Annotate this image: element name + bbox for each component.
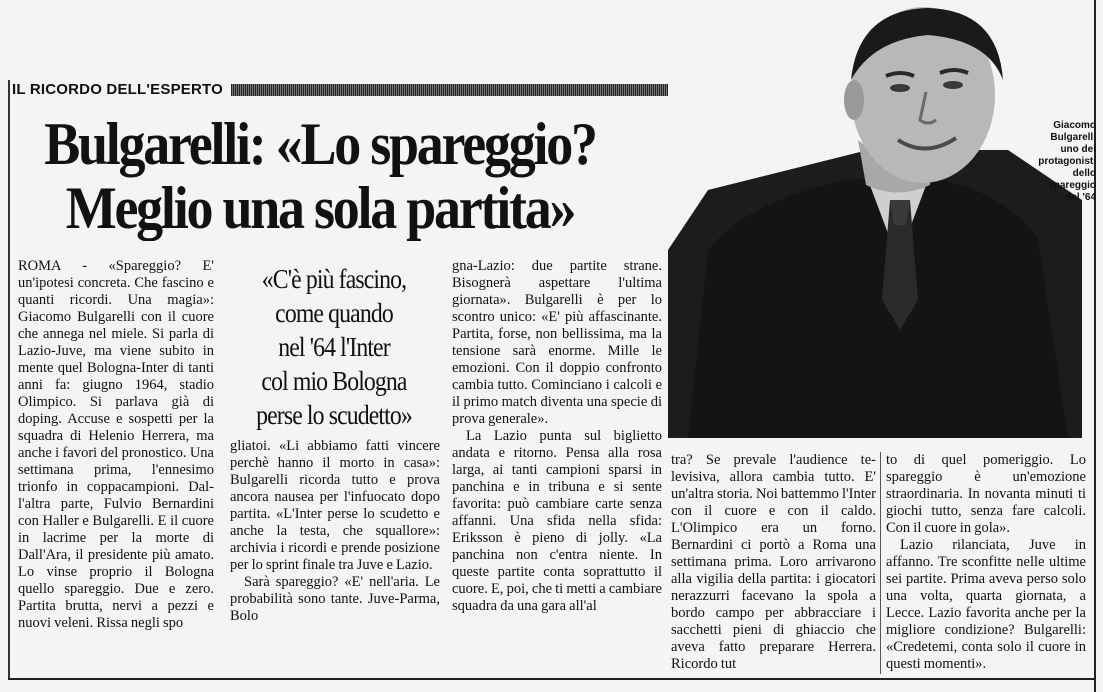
article-column-4: [671, 452, 876, 673]
paragraph: Sarà spareggio? «E' nell'aria. Le probabilità sono tante. Juve-Parma, Bolo: [230, 574, 440, 624]
paragraph: gliatoi. «Li abbiamo fatti vincere perchè hanno il morto in casa»: Bulgarelli ricorda tutto e prova ancora nausea per l'infuocato dopo partita. «L'Inter perse lo scudetto e anche la testa, che squallore»: archivia i ricordi e prende posizione per lo sprint finale tra Juve e Lazio.: [230, 438, 440, 573]
caption-line: spareggio: [1048, 180, 1096, 191]
caption-line: protagonisti: [1038, 156, 1096, 167]
column-divider: [880, 452, 881, 674]
article-column-5: [886, 452, 1086, 673]
headline: [14, 112, 626, 240]
paragraph: to di quel pomeriggio. Lo spareggio è un'emozione straordinaria. In novanta minuti ti giochi tutto, senza fare calcoli. Con il cuore in gola».: [886, 452, 1086, 536]
paragraph: gna-Lazio: due partite strane. Bisognerà aspettare l'ultima giornata». Bulgarelli è per lo scontro unico: «E' più affascinante. Partita, forse, non bellissima, ma la tensione sarà enorme. Mille le emozioni. Con il doppio confronto cambia tutto. Cominciano i calcoli e il primo match diventa una specie di prova generale».: [452, 258, 662, 427]
pull-quote-line: come quando: [275, 298, 393, 328]
article-column-2: [230, 438, 440, 625]
article-column-3: [452, 258, 662, 615]
frame-bottom-rule: [8, 678, 1096, 680]
photo-caption: [1006, 120, 1096, 204]
frame-right-rule: [1094, 0, 1096, 692]
pull-quote-line: nel '64 l'Inter: [278, 332, 390, 362]
paragraph: tra? Se prevale l'audience televisiva, allora cambia tutto. E' un'altra storia. Noi battemmo l'Inter con il cuore e con il caldo. L'Olimpico era un forno. Bernardini ci portò a Roma una settimana prima. Loro arrivarono alla vigilia della partita: i giocatori nerazzurri facevano la spola a bordo campo per abbracciare i sacchetti pieni di ghiaccio che aveva fatto preparare Herrera. Ricordo tut: [671, 452, 876, 672]
pull-quote-line: perse lo scudetto»: [256, 400, 412, 430]
portrait-illustration: [668, 0, 1082, 438]
pull-quote-line: «C'è più fascino,: [261, 264, 407, 294]
paragraph: ROMA - «Spareggio? E' un'ipotesi concreta. Che fascino e quanti ricordi. Una magia»: Giacomo Bulgarelli con il cuore che annega nel miele. Si parla di Lazio-Juve, ma viene subito in mente quel Bologna-Inter di tanti anni fa: giugno 1964, stadio Olimpico. Si parlava già di doping. Accuse e sospetti per la squadra di Helenio Herrera, ma anche i favori del pronostico. Una settimana prima, l'ennesimo trionfo in coppacampioni. Dall'altra parte, Fulvio Bernardini con Haller e Bulgarelli. E il cuore in lacrime per la morte di Dall'Ara, il presidente più amato. Lo vinse proprio il Bologna quello spareggio. Due e zero. Partita brutta, nervi a pezzi e nuovi veleni. Rissa negli spo: [18, 258, 214, 631]
headline-line-2: Meglio una sola partita»: [65, 175, 575, 241]
kicker-label: IL RICORDO DELL'ESPERTO: [12, 81, 231, 98]
caption-line: dello: [1072, 168, 1096, 179]
paragraph: La Lazio punta sul biglietto andata e ritorno. Pensa alla rosa larga, ai tanti campioni sparsi in panchina e in tribuna e si sente favorita: può cambiare carte senza affanni. Una sfida nella sfida: Eriksson è pieno di jolly. «La panchina non c'entra niente. In queste partite conta soprattutto il cuore. E, poi, che ti metti a cambiare squadra da una gara all'al: [452, 428, 662, 614]
caption-line: Bulgarelli: [1050, 132, 1096, 143]
headline-line-1: Bulgarelli: «Lo spareggio?: [44, 111, 596, 177]
caption-line: Giacomo: [1053, 120, 1096, 131]
article-column-1: [18, 258, 214, 632]
frame-left-rule: [8, 80, 10, 680]
caption-line: del '64: [1065, 192, 1096, 203]
paragraph: Lazio rilanciata, Juve in affanno. Tre sconfitte nelle ultime sei partite. Prima aveva perso solo una volta, quarta giornata, a Lecce. Lazio favorita anche per la migliore condizione? Bulgarelli: «Credetemi, conta solo il cuore in questi momenti».: [886, 537, 1086, 672]
caption-line: uno dei: [1060, 144, 1096, 155]
pull-quote-line: col mio Bologna: [261, 366, 407, 396]
pull-quote: [235, 262, 432, 432]
portrait-photo: [668, 0, 1082, 438]
